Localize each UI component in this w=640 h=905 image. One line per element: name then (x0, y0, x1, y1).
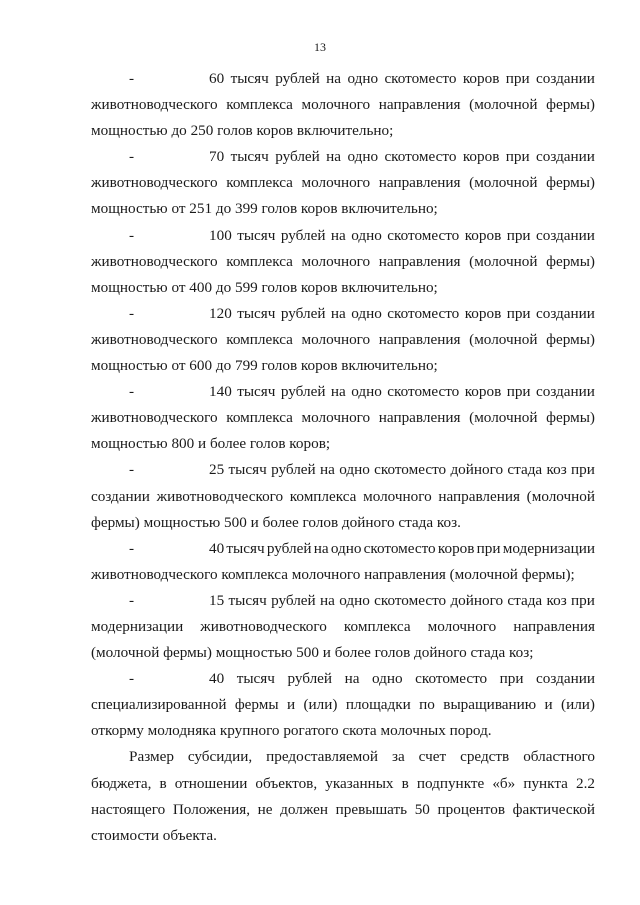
word: Положения, (172, 800, 251, 818)
word: на (319, 461, 335, 479)
word: 50 (414, 800, 430, 818)
word: площадки (345, 696, 411, 714)
word: при (571, 591, 595, 609)
word: молочного (301, 252, 371, 270)
word: 60 (209, 70, 225, 87)
word: 40 (209, 539, 225, 557)
list-bullet: - (129, 591, 135, 609)
word: при (506, 226, 531, 244)
line-words (209, 301, 595, 327)
word: «б» (492, 774, 516, 792)
word: предоставляемой (266, 748, 379, 766)
word: и (286, 696, 296, 714)
word: тысяч (226, 539, 265, 557)
word: на (326, 148, 342, 166)
word: модернизации (502, 539, 595, 557)
word: молочного (301, 409, 371, 427)
word: животноводческого (91, 174, 218, 192)
line-words (209, 588, 595, 614)
text-line (91, 327, 595, 353)
word: на (330, 304, 346, 322)
word: животноводческого (156, 487, 284, 505)
word: тысяч (237, 383, 276, 401)
list-bullet: - (129, 461, 135, 479)
word: скотоместо (384, 70, 457, 87)
line-words (209, 379, 595, 405)
line-words (209, 223, 595, 249)
word: тысяч (228, 461, 267, 479)
word: фермы) (546, 96, 595, 114)
text-line (91, 196, 595, 222)
word: коров (464, 304, 502, 322)
word: (молочной (469, 174, 538, 192)
list-item (91, 301, 595, 379)
word: Размер (129, 748, 174, 766)
word: средств (460, 748, 510, 766)
word: молочного (427, 617, 497, 635)
word: направления (438, 487, 520, 505)
text-line (91, 510, 595, 536)
text-line (91, 249, 595, 275)
line-text: мощностью 800 и более голов коров; (91, 435, 331, 453)
word: рублей (280, 226, 326, 244)
word: субсидии, (187, 748, 253, 766)
word: направления (378, 330, 461, 348)
word: коз (546, 461, 567, 479)
word: тысяч (228, 591, 267, 609)
word: создании (535, 383, 595, 401)
word: одно (347, 148, 379, 166)
word: 120 (209, 304, 232, 322)
word: одно (339, 461, 370, 479)
word: одно (351, 304, 382, 322)
text-line (91, 744, 595, 770)
word: (молочной (469, 252, 538, 270)
word: создании (536, 148, 595, 166)
list-bullet: - (129, 148, 135, 166)
word: направления (378, 174, 461, 192)
word: молочного (301, 96, 371, 114)
word: животноводческого (91, 96, 218, 114)
text-line (91, 223, 595, 249)
word: скотоместо (384, 148, 457, 166)
text-line (91, 771, 595, 797)
text-line (91, 431, 595, 457)
line-words (91, 797, 595, 823)
line-text: животноводческого комплекса молочного направления (молочной фермы); (91, 565, 575, 583)
word: на (326, 70, 342, 87)
word: указанных (325, 774, 394, 792)
line-text: мощностью от 251 до 399 голов коров включительно; (91, 200, 438, 218)
word: настоящего (91, 800, 166, 818)
word: молочного (301, 330, 371, 348)
word: выращиванию (443, 696, 537, 714)
text-line (91, 275, 595, 301)
list-bullet: - (129, 70, 135, 87)
word: тысяч (236, 670, 275, 688)
text-line (91, 640, 595, 666)
word: дойного (450, 461, 504, 479)
text-line (91, 301, 595, 327)
word: 25 (209, 461, 225, 479)
word: молочного (363, 487, 432, 505)
word: создании (535, 304, 595, 322)
word: коров (464, 226, 502, 244)
line-words (209, 666, 595, 692)
word: по (419, 696, 435, 714)
word: тысяч (237, 226, 276, 244)
text-line (91, 588, 595, 614)
word: тысяч (230, 148, 269, 166)
word: на (313, 539, 329, 557)
word: создании (536, 70, 595, 87)
word: скотоместо (374, 461, 447, 479)
word: при (571, 461, 595, 479)
word: коз (546, 591, 567, 609)
word: комплекса (226, 330, 293, 348)
word: комплекса (226, 409, 293, 427)
word: бюджета, (91, 774, 152, 792)
text-line (91, 692, 595, 718)
word: на (344, 670, 360, 688)
word: фермы) (546, 409, 595, 427)
word: при (505, 148, 530, 166)
line-text: мощностью до 250 голов коров включительно; (91, 122, 394, 140)
word: рублей (280, 304, 326, 322)
word: областного (523, 748, 595, 766)
word: (или) (561, 696, 595, 714)
word: молочного (301, 174, 371, 192)
word: коров (462, 148, 500, 166)
word: рублей (275, 148, 320, 166)
line-words (209, 536, 595, 562)
word: (или) (303, 696, 338, 714)
text-line (91, 614, 595, 640)
word: одно (372, 670, 403, 688)
word: 140 (209, 383, 232, 401)
word: рублей (275, 70, 320, 87)
word: скотоместо (387, 304, 460, 322)
word: рублей (280, 383, 326, 401)
list-bullet: - (129, 226, 135, 244)
text-line (91, 170, 595, 196)
list-item (91, 144, 595, 222)
word: одно (351, 383, 382, 401)
word: скотоместо (415, 670, 488, 688)
word: 2.2 (576, 774, 595, 792)
word: животноводческого (91, 330, 218, 348)
list-bullet: - (129, 383, 135, 401)
text-line (91, 484, 595, 510)
word: 100 (209, 226, 232, 244)
word: при (506, 383, 531, 401)
document-body (91, 66, 595, 849)
word: создании (536, 670, 595, 688)
word: животноводческого (200, 617, 327, 635)
text-line (91, 562, 595, 588)
list-item (91, 666, 595, 744)
line-text: откорму молодняка крупного рогатого скота молочных пород. (91, 722, 492, 740)
word: объектов, (255, 774, 318, 792)
text-line (91, 66, 595, 92)
word: рублей (271, 461, 316, 479)
text-line (91, 144, 595, 170)
list-item (91, 223, 595, 301)
line-text: стоимости объекта. (91, 826, 217, 844)
line-text: мощностью от 400 до 599 голов коров включительно; (91, 278, 438, 296)
text-line (91, 379, 595, 405)
line-words (209, 457, 595, 483)
word: при (505, 70, 530, 87)
word: скотоместо (387, 226, 460, 244)
text-line (91, 823, 595, 849)
word: комплекса (226, 174, 293, 192)
line-text: фермы) мощностью 500 и более голов дойного стада коз. (91, 513, 461, 531)
text-line (91, 405, 595, 431)
list-bullet: - (129, 670, 135, 688)
line-words (91, 405, 595, 431)
word: направления (378, 409, 461, 427)
word: фермы) (546, 174, 595, 192)
word: комплекса (289, 487, 357, 505)
line-text: (молочной фермы) мощностью 500 и более голов дойного стада коз; (91, 644, 534, 662)
word: тысяч (230, 70, 269, 87)
text-line (91, 536, 595, 562)
word: рублей (271, 591, 316, 609)
word: (молочной (469, 409, 538, 427)
page-number: 13 (314, 40, 326, 54)
word: скотоместо (387, 383, 460, 401)
word: коров (464, 383, 502, 401)
word: в (159, 774, 167, 792)
word: фермы) (546, 252, 595, 270)
word: одно (330, 539, 362, 557)
word: направления (513, 617, 595, 635)
word: счет (418, 748, 447, 766)
word: модернизации (91, 617, 184, 635)
word: отношении (174, 774, 248, 792)
word: на (330, 383, 346, 401)
line-words (91, 771, 595, 797)
word: стада (507, 591, 543, 609)
word: комплекса (226, 96, 293, 114)
word: коров (437, 539, 475, 557)
list-item (91, 379, 595, 457)
list-item (91, 536, 595, 588)
line-words (91, 327, 595, 353)
word: фактической (512, 800, 595, 818)
word: 40 (209, 670, 225, 688)
word: за (391, 748, 405, 766)
text-line (91, 457, 595, 483)
word: на (319, 591, 335, 609)
word: при (499, 670, 524, 688)
word: скотоместо (363, 539, 436, 557)
word: фермы) (546, 330, 595, 348)
word: комплекса (343, 617, 411, 635)
word: при (506, 304, 531, 322)
word: фермы (234, 696, 279, 714)
word: (молочной (469, 330, 538, 348)
line-words (91, 614, 595, 640)
text-line (91, 666, 595, 692)
word: 70 (209, 148, 225, 166)
word: процентов (437, 800, 506, 818)
word: животноводческого (91, 252, 218, 270)
word: одно (339, 591, 370, 609)
word: стада (507, 461, 543, 479)
word: в (401, 774, 409, 792)
list-item (91, 588, 595, 666)
word: создании (535, 226, 595, 244)
word: специализированной (91, 696, 227, 714)
line-words (129, 744, 595, 770)
word: должен (280, 800, 329, 818)
word: превышать (335, 800, 408, 818)
word: одно (347, 70, 379, 87)
word: комплекса (226, 252, 293, 270)
word: коров (462, 70, 500, 87)
word: рублей (266, 539, 312, 557)
word: подпункте (416, 774, 485, 792)
word: (молочной (526, 487, 595, 505)
list-item (91, 66, 595, 144)
line-words (91, 484, 595, 510)
line-words (91, 692, 595, 718)
word: направления (378, 252, 461, 270)
line-words (91, 92, 595, 118)
word: рублей (287, 670, 333, 688)
line-words (209, 144, 595, 170)
list-item (91, 457, 595, 535)
word: создании (91, 487, 150, 505)
word: тысяч (237, 304, 276, 322)
text-line (91, 118, 595, 144)
text-line (91, 92, 595, 118)
word: направления (378, 96, 461, 114)
word: при (476, 539, 501, 557)
word: на (330, 226, 346, 244)
word: пункта (523, 774, 568, 792)
line-text: мощностью от 600 до 799 голов коров включительно; (91, 357, 438, 375)
line-words (91, 170, 595, 196)
text-line (91, 797, 595, 823)
text-line (91, 718, 595, 744)
word: (молочной (469, 96, 538, 114)
closing-paragraph (91, 744, 595, 848)
word: одно (351, 226, 382, 244)
word: дойного (450, 591, 504, 609)
text-line (91, 353, 595, 379)
line-words (209, 66, 595, 92)
list-bullet: - (129, 304, 135, 322)
line-words (91, 249, 595, 275)
word: и (544, 696, 553, 714)
word: не (257, 800, 273, 818)
word: 15 (209, 591, 225, 609)
word: животноводческого (91, 409, 218, 427)
word: скотоместо (374, 591, 447, 609)
list-bullet: - (129, 539, 135, 557)
